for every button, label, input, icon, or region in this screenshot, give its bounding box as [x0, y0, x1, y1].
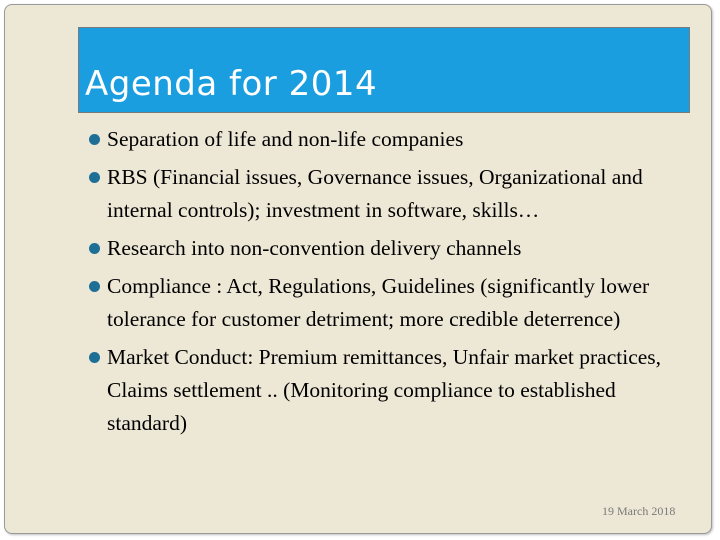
slide-title: Agenda for 2014 — [85, 64, 378, 104]
bullet-text: Market Conduct: Premium remittances, Unfair market practices, Claims settlement .. (Monitoring compliance to established standard) — [107, 345, 662, 435]
bullet-dot-icon — [89, 134, 100, 145]
title-bar — [78, 27, 690, 113]
footer-date: 19 March 2018 — [602, 504, 676, 518]
bullet-dot-icon — [89, 172, 100, 183]
bullet-text: Separation of life and non-life companies — [107, 127, 464, 151]
bullet-item — [85, 161, 695, 227]
slide-frame — [4, 4, 712, 534]
bullet-item — [85, 270, 695, 336]
bullet-text: RBS (Financial issues, Governance issues, Organizational and internal controls); investment in software, skills… — [107, 165, 643, 222]
bullet-dot-icon — [89, 352, 100, 363]
bullet-dot-icon — [89, 243, 100, 254]
bullet-dot-icon — [89, 281, 100, 292]
bullet-list — [85, 123, 695, 445]
bullet-item — [85, 123, 695, 156]
bullet-item — [85, 232, 695, 265]
bullet-item — [85, 341, 695, 440]
bullet-text: Research into non-convention delivery channels — [107, 236, 522, 260]
bullet-text: Compliance : Act, Regulations, Guidelines (significantly lower tolerance for customer detriment; more credible deterrence) — [107, 274, 650, 331]
